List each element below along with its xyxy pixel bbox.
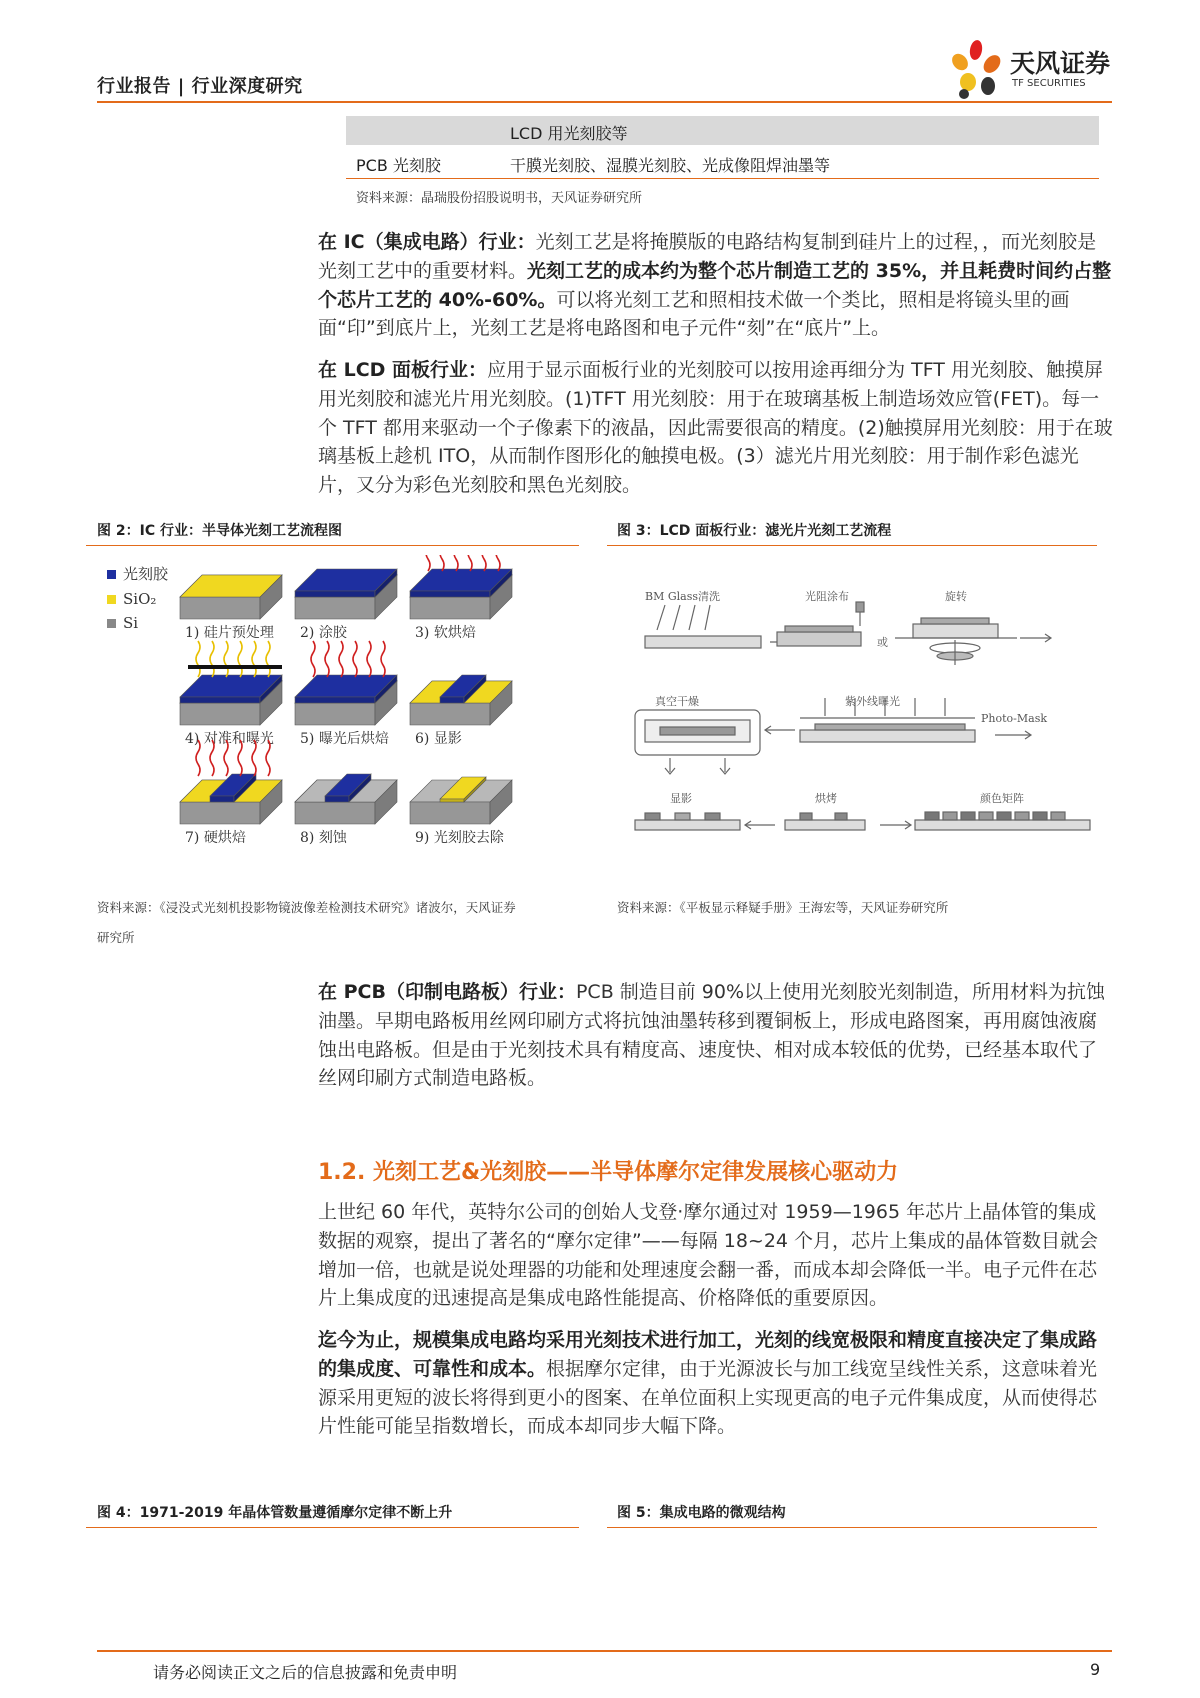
flower-logo-icon [948, 38, 1008, 100]
wafer-step-4 [180, 641, 282, 747]
para3-text-1: PCB 制造目前 90%以上使用光刻胶光刻制造，所用材料为抗蚀油墨。早期电路板用丝网印刷方式将抗蚀油墨转移到覆铜板上，形成电路图案，再用腐蚀液腐蚀出电路板。但是由于光刻技术具有精度高、速度快、相对成本较低的优势，已经基本取代了丝网印刷方式制造电路板。 [318, 981, 1106, 1090]
fig3-label-or: 或 [877, 636, 888, 649]
footer-divider [97, 1650, 1112, 1652]
tf-securities-logo [948, 38, 1118, 100]
paragraph-pcb-industry [318, 978, 1113, 1093]
para2-bold-1: 在 LCD 面板行业： [318, 359, 488, 381]
para1-bold-1: 在 IC（集成电路）行业： [318, 231, 536, 253]
table-row-pcb [346, 148, 1099, 179]
para3-bold-1: 在 PCB（印制电路板）行业： [318, 981, 576, 1003]
paragraph-moore-law [318, 1198, 1113, 1313]
figure-2-divider [86, 545, 579, 546]
page-number: 9 [1090, 1660, 1101, 1679]
fig3-label-develop: 显影 [670, 792, 692, 805]
figure-2-source [97, 893, 516, 953]
table-cell-pcb-label: PCB 光刻胶 [356, 156, 441, 175]
wafer-step-label-7: 7) 硬烘焙 [185, 830, 246, 846]
figure-3-filter-process-diagram [625, 580, 1105, 865]
report-header-label: 行业报告 | 行业深度研究 [97, 76, 303, 97]
logo-english-name: TF SECURITIES [1012, 78, 1086, 89]
para1-text-1: 光刻工艺是将掩膜版的电路结构复制到硅片上的过程，，而光刻胶是光刻工艺中的重要材料。 [318, 231, 1097, 282]
fig3-label-bake: 烘烤 [815, 792, 837, 805]
figure-3-title: 图 3：LCD 面板行业：滤光片光刻工艺流程 [617, 523, 892, 539]
legend-si: Si [123, 614, 139, 632]
section-title: 1.2. 光刻工艺&光刻胶——半导体摩尔定律发展核心驱动力 [318, 1160, 899, 1185]
fig3-label-photo-mask: Photo-Mask [981, 712, 1047, 725]
fig3-label-spin: 旋转 [945, 590, 967, 603]
figure-2-lithography-diagram [95, 555, 565, 890]
figure-3-divider [607, 545, 1097, 546]
figure-3-source: 资料来源：《平板显示释疑手册》王海宏等，天风证券研究所 [617, 900, 949, 915]
fig3-label-color-matrix: 颜色矩阵 [980, 792, 1024, 805]
figure-4-title: 图 4：1971-2019 年晶体管数量遵循摩尔定律不断上升 [97, 1505, 453, 1521]
wafer-step-7 [180, 740, 282, 846]
header-divider [97, 101, 1112, 103]
wafer-step-label-5: 5) 曝光后烘焙 [300, 731, 389, 747]
wafer-step-label-8: 8) 刻蚀 [300, 830, 347, 846]
wafer-step-label-9: 9) 光刻胶去除 [415, 830, 504, 846]
figure-5-title: 图 5：集成电路的微观结构 [617, 1505, 786, 1521]
logo-chinese-name: 天风证券 [1010, 49, 1111, 78]
paragraph-ic-industry [318, 228, 1113, 343]
figure-5-divider [607, 1527, 1097, 1528]
para2-text-1: 应用于显示面板行业的光刻胶可以按用途再细分为 TFT 用光刻胶、触摸屏用光刻胶和滤光片用光刻胶。(1)TFT 用光刻胶：用于在玻璃基板上制造场效应管(FET)。每一个 TFT 都用来驱动一个子像素下的液晶，因此需要很高的精度。(2)触摸屏用光刻胶：用于在玻璃基板上趁机 ITO，从而制作图形化的触摸电极。(3）滤光片用光刻胶：用于制作彩色滤光片，又分为彩色光刻胶和黑色光刻胶。 [318, 359, 1113, 497]
wafer-step-9 [410, 777, 512, 846]
paragraph-lcd-industry [318, 356, 1113, 500]
para5-bold-1: 迄今为止，规模集成电路均采用光刻技术进行加工，光刻的线宽极限和精度直接决定了集成路的集成度、可靠性和成本。 [318, 1329, 1098, 1380]
wafer-step-8 [295, 774, 397, 846]
legend-swatch-si [107, 619, 116, 628]
figure-2-source-line1: 资料来源：《浸没式光刻机投影物镜波像差检测技术研究》诸波尔，天风证券 [97, 900, 516, 915]
wafer-step-1 [180, 575, 282, 641]
legend-swatch-sio2 [107, 595, 116, 604]
table-row-lcd [346, 116, 1099, 145]
legend-swatch-resist [107, 570, 116, 579]
fig3-label-bm-glass: BM Glass清洗 [645, 590, 720, 603]
fig3-label-uv-exposure: 紫外线曝光 [845, 695, 900, 708]
table-cell-pcb-value: 干膜光刻胶、湿膜光刻胶、光成像阻焊油墨等 [510, 156, 831, 175]
wafer-step-label-3: 3) 软烘焙 [415, 625, 476, 641]
table-source: 资料来源：晶瑞股份招股说明书，天风证券研究所 [356, 191, 643, 206]
fig3-label-vacuum-dry: 真空干燥 [655, 695, 699, 708]
para4-text-1: 上世纪 60 年代，英特尔公司的创始人戈登·摩尔通过对 1959—1965 年芯片上晶体管的集成数据的观察，提出了著名的“摩尔定律”——每隔 18~24 个月，芯片上集成的晶体管数目就会增加一倍，也就是说处理器的功能和处理速度会翻一番，而成本却会降低一半。电子元件在芯片上集成度的迅速提高是集成电路性能提高、价格降低的重要原因。 [318, 1201, 1099, 1310]
para1-bold-2: 光刻工艺的成本约为整个芯片制造工艺的 35%，并且耗费时间约占整个芯片工艺的 40%-60%。 [318, 259, 1112, 311]
para1-text-2: 可以将光刻工艺和照相技术做一个类比，照相是将镜头里的画面“印”到底片上，光刻工艺是将电路图和电子元件“刻”在“底片”上。 [318, 288, 1070, 340]
figure-2-title: 图 2：IC 行业：半导体光刻工艺流程图 [97, 523, 342, 539]
figure-4-divider [86, 1527, 579, 1528]
wafer-step-6 [410, 675, 512, 747]
wafer-step-label-4: 4) 对准和曝光 [185, 731, 274, 747]
fig3-label-resist-coating: 光阻涂布 [805, 590, 849, 603]
figure-2-source-line2: 研究所 [97, 930, 135, 945]
legend-sio2: SiO₂ [123, 590, 157, 608]
wafer-step-2 [295, 569, 397, 641]
para5-text-1: 根据摩尔定律，由于光源波长与加工线宽呈线性关系，这意味着光源采用更短的波长将得到更小的图案、在单位面积上实现更高的电子元件集成度，从而使得芯片性能可能呈指数增长，而成本却同步大幅下降。 [318, 1357, 1098, 1438]
wafer-step-label-1: 1) 硅片预处理 [185, 625, 274, 641]
wafer-step-label-2: 2) 涂胶 [300, 625, 347, 641]
paragraph-lithography-limits [318, 1326, 1113, 1441]
table-cell-lcd: LCD 用光刻胶等 [510, 124, 628, 143]
footer-disclaimer: 请务必阅读正文之后的信息披露和免责申明 [153, 1663, 458, 1682]
wafer-step-5 [295, 641, 397, 747]
legend-resist: 光刻胶 [123, 565, 169, 583]
wafer-step-label-6: 6) 显影 [415, 731, 462, 747]
wafer-step-3 [410, 555, 512, 641]
